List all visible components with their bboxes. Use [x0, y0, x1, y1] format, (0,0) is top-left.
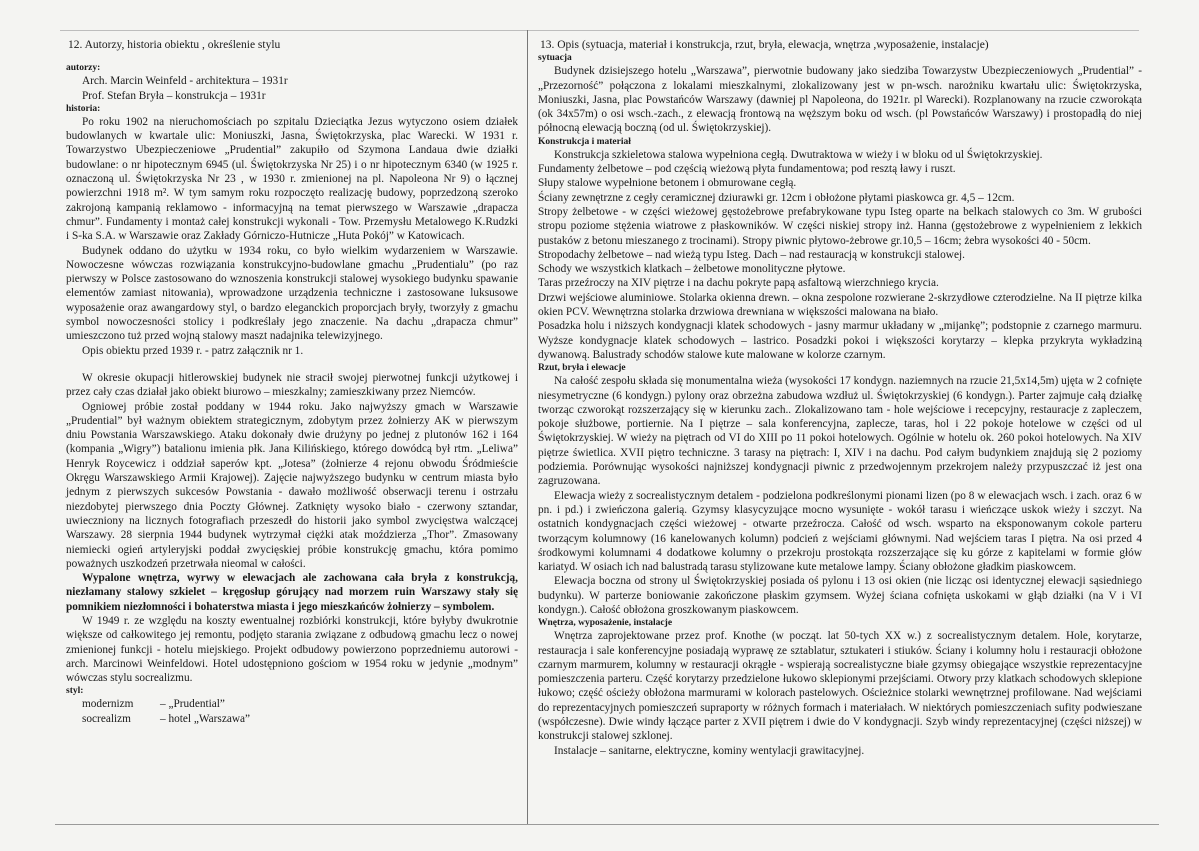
- installations-paragraph: Instalacje – sanitarne, elektryczne, kominy wentylacji grawitacyjnej.: [554, 744, 865, 757]
- construction-line: Ściany zewnętrzne z cegły ceramicznej dziurawki gr. 12cm i obłożone płytami piaskowca gr. 4,5 – 12cm.: [538, 191, 1015, 204]
- history-bold-paragraph: Wypalone wnętrza, wyrwy w elewacjach ale zachowana cała bryła z konstrukcją, niezłamany stalowy szkielet – kręgosłup górujący nad morzem ruin Warszawy stały się pomnikiem niezłomności i bohaterstwa miasta i jego mieszkańców żołnierzy – symbolem.: [66, 572, 518, 613]
- plan-paragraph: Na całość zespołu składa się monumentalna wieża (wysokości 17 kondygn. naziemnych na rzucie 21,5x14,5m) ujęta w 2 cofnięte niesymetryczne (6 kondygn.) pylony oraz obrzeżna zabudowa wzdłuż ul. Świętokrzyskiej (6 kondygn.). Parter zajmuje całą działkę tworząc czworokąt rozszerzający się w kierunku zach.. Zlokalizowano tam - hole wejściowe i recepcyjny, restauracje z zapleczem, pokoje służbowe, portiernie. Na I piętrze – sala konferencyjna, zaplecze, taras, hol i 22 pokoje hotelowe w części od ul Świętokrzyskiej. W wieży na piętrach od VI do XIII po 11 pokoi hotelowych. Ogólnie w hotelu ok. 260 pokoi hotelowych. Na XIV piętrze świetlica. XVII piętro techniczne. 3 tarasy na piętrach: I, XIV i na dachu. Pod całym budynkiem znajdują się 2 poziomy podziemia. Porównując wysokości najniższej kondygnacji piwnic z przedwojennym przekrojem należy przypuszczać iż jest ona zagruzowana.: [538, 375, 1142, 488]
- authors-label: autorzy:: [66, 63, 101, 74]
- history-paragraph: Po roku 1902 na nieruchomościach po szpitalu Dzieciątka Jezus wytyczono osiem działek budowlanych w kwartale ulic: Moniuszki, Jasna, Świętokrzyska, plac Warecki. W 1931 r. Towarzystwo Ubezpieczeniowe „Prudential” zakupiło od Szymona Landaua dwie działki budowlane: o nr hipotecznym 6945 (ul. Świętokrzyska Nr 25) i o nr hipotecznym 6340 (w 1925 r. oznaczoną ul. Świętokrzyska Nr 23 , w 1930 r. zmienionej na pl. Napoleona Nr 9) o łącznej powierzchni 1918 m². W tym samym roku rozpoczęto realizację budowy, poprzedzoną szeroko zakrojoną kampanią reklamowo - informacyjną na temat pierwszego w Warszawie „drapacza chmur”. Fundamenty i montaż całej konstrukcji wykonali - Tow. Przemysłu Metalowego K.Rudzki i S-ka S.A. w Warszawie oraz Zakłady Górniczo-Hutnicze „Huta Pokój” w Katowicach.: [66, 115, 518, 243]
- spacer: [66, 358, 518, 371]
- style-row: [82, 712, 518, 726]
- section-12-heading: 12. Autorzy, historia obiektu , określenie stylu: [68, 39, 281, 51]
- right-column: [538, 38, 1142, 758]
- style-name: modernizm: [82, 698, 134, 711]
- construction-line: Stropy żelbetowe - w części wieżowej gęstożebrowe prefabrykowane typu Isteg oparte na belkach stalowych co 3m. W grubości stropu poziome stężenia wiatrowe z płaskowników. W części niskiej stropy inż. Hanna (gęstożebrowe z wypełnieniem z lekkich pustaków z betonu mieszanego z trocinami). Stropy piwnic płytowo-żebrowe gr.10,5 – 16cm; żebra wysokości 40 - 50cm.: [538, 205, 1142, 247]
- side-elevation-paragraph: Elewacja boczna od strony ul Świętokrzyskiej posiada oś pylonu i 13 osi okien (nie licząc osi identycznej elewacji sąsiedniego budynku). W parterze boniowanie zakończone płaskim gzymsem. Wyżej ściana cofnięta uskokami w głąb działki (na V i VI kondygn.). Całość obłożona groszkowanym piaskowcem.: [538, 575, 1142, 616]
- style-description: – „Prudential”: [160, 698, 225, 711]
- construction-line: Słupy stalowe wypełnione betonem i obmurowane cegłą.: [538, 177, 797, 190]
- elevation-paragraph: Elewacja wieży z socrealistycznym detalem - podzielona podkreślonymi pionami lizen (po 8 w elewacjach wsch. i zach. oraz 6 w pn. i pd.) i zwieńczona galerią. Gzymsy klasycyzujące mocno wysunięte - wokół tarasu i wieńczące uskok wieży i szczyt. Na ostatnich kondygnacjach części wieżowej - otwarte przeźrocza. Całość od wsch. wsparto na eksponowanym cokole parteru tworzącym kolumnowy (16 kanelowanych kolumn) podcień z wejściami głównymi. Nad wejściem taras I piętra. Na osi przed 4 środkowymi kolumnami 4 dodatkowe kolumny o przekroju prostokąta rozszerzające się ku górze z kapitelami w formie głów kariatyd. W osiach ich nad balustradą tarasu stylizowane kute metalowe lampy. Ściany obłożone gładkim piaskowcem.: [538, 489, 1142, 574]
- construction-line: Stropodachy żelbetowe – nad wieżą typu Isteg. Dach – nad restauracją w konstrukcji stalowej.: [538, 248, 965, 261]
- interior-paragraph: Wnętrza zaprojektowane przez prof. Knothe (w począt. lat 50-tych XX w.) z socrealistycznym detalem. Hole, korytarze, restauracja i sale konferencyjne posiadają wyprawę ze sztablatur, sztukateri i stiuków. Ściany i kolumny holu i restauracji obłożone czarnym marmurem, kolumny w restauracji okrągłe - wspierają socrealistyczne białe gzymsy obiegające wszystkie reprezentacyjne pomieszczenia parteru. Część korytarzy przedzielone łukowo sklepionymi przejściami. Otwory przy klatkach schodowych sklepione łukowo; część ościeży obłożona marmurami w kolorach pastelowych. Ościeżnice stolarki wewnętrznej profilowane. Nad wejściami do reprezentacyjnych pomieszczeń supraporty w różnych formach i materiałach. W niektórych pomieszczeniach sufity podwieszane (współczesne). Dwie windy łączące parter z XVII piętrem i dwie do V kondygnacji. Szyb windy reprezentacyjnej (części niższej) w konstrukcji stalowej szklonej.: [538, 630, 1142, 743]
- construction-line: Drzwi wejściowe aluminiowe. Stolarka okienna drewn. – okna zespolone rozwierane 2-skrzydłowe czterodzielne. Na II piętrze kilka okien PCV. Wewnętrzna stolarka drzwiowa drewniana w większości malowana na biało.: [538, 291, 1142, 319]
- style-description: – hotel „Warszawa”: [160, 712, 251, 725]
- construction-line: Posadzka holu i niższych kondygnacji klatek schodowych - jasny marmur układany w „mijankę”; podstopnie z czarnego marmuru. Wyższe kondygnacje klatek schodowych – lastrico. Posadzki pokoi i większości korytarzy – klepka przykryta wykładziną dywanową. Balustrady schodów stalowe kute malowane w kolorze czarnym.: [538, 320, 1142, 361]
- style-row: [82, 697, 518, 711]
- history-paragraph: Opis obiektu przed 1939 r. - patrz załącznik nr 1.: [82, 344, 304, 357]
- situation-paragraph: Budynek dzisiejszego hotelu „Warszawa”, pierwotnie budowany jako siedziba Towarzystw Ubezpieczeniowych „Prudential” - „Przezorność” połączona z lokalami mieszkalnymi, zlokalizowany jest w pn-wsch. narożniku kwartału ulic: Świętokrzyska, Moniuszki, Jasna, plac Powstańców Warszawy (dawniej pl Napoleona, do 1921r. pl Warecki). Rozplanowany na rzucie czworokąta (ok 34x57m) o osi wsch.-zach., z elewacją frontową na węższym boku od wsch. (pl Powstańców Warszawy) i prostopadłą do niej północną elewacją boczną (od ul. Świętokrzyskiej).: [538, 65, 1142, 135]
- construction-line: Taras przeźroczy na XIV piętrze i na dachu pokryte papą asfaltową wierzchniego krycia.: [538, 277, 939, 290]
- top-rule: [60, 30, 1139, 31]
- construction-line: Fundamenty żelbetowe – pod częścią wieżową płyta fundamentowa; pod resztą ławy i ruszt.: [538, 163, 956, 176]
- construction-line: Konstrukcja szkieletowa stalowa wypełniona cegłą. Dwutraktowa w wieży i w bloku od ul Świętokrzyskiej.: [554, 148, 1043, 161]
- style-label: styl:: [66, 686, 84, 697]
- history-paragraph: Ogniowej próbie został poddany w 1944 roku. Jako najwyższy gmach w Warszawie „Prudential” był ważnym obiektem strategicznym, zdobytym przez żołnierzy AK w pierwszym dniu Powstania Warszawskiego. Ataku dokonały dwie drużyny po jednej z plutonów 162 i 164 (kompania „Wigry”) batalionu imienia płk. Jana Kilińskiego, którego dowódcą był rtm. „Leliwa” Henryk Roycewicz i oddział saperów kpt. „Jotesa” (żołnierze 4 rejonu obwodu Śródmieście Okręgu Warszawskiego Armii Krajowej). Zajęcie najwyższego budynku w centrum miasta było jednym z pierwszych sukcesów Powstania - dawało możliwość obserwacji terenu i ostrzału niezdobytej pierwszego dnia Poczty Głównej. Zatknięty wysoko biało - czerwony sztandar, uwieczniony na licznych fotografiach przeszedł do historii jako symbol zwycięstwa walczącej Warszawy. 28 sierpnia 1944 budynek wytrzymał ciężki atak moździerza „Thor”. Zmasowany niemiecki ogień artyleryjski poddał zwycięskiej próbie konstrukcję gmachu, która pomimo poważnych uszkodzeń przetrwała nieomal w całości.: [66, 400, 518, 570]
- left-column: [66, 38, 518, 726]
- column-divider: [527, 30, 528, 825]
- author-line: Arch. Marcin Weinfeld - architektura – 1931r: [82, 75, 288, 88]
- bottom-rule: [55, 824, 1159, 825]
- section-13-heading: 13. Opis (sytuacja, materiał i konstrukcja, rzut, bryła, elewacja, wnętrza ,wyposażenie, instalacje): [540, 39, 989, 51]
- construction-line: Schody we wszystkich klatkach – żelbetowe monolityczne płytowe.: [538, 263, 846, 276]
- author-line: Prof. Stefan Bryła – konstrukcja – 1931r: [82, 89, 266, 102]
- history-paragraph: W okresie okupacji hitlerowskiej budynek nie stracił swojej pierwotnej funkcji użytkowej i przez cały czas działał jako obiekt biurowo – mieszkalny; zamieszkiwany przez Niemców.: [66, 371, 518, 399]
- history-label: historia:: [66, 103, 101, 114]
- style-name: socrealizm: [82, 712, 131, 725]
- plan-label: Rzut, bryła i elewacje: [538, 363, 626, 374]
- interior-label: Wnętrza, wyposażenie, instalacje: [538, 618, 673, 629]
- history-paragraph: Budynek oddano do użytku w 1934 roku, co było wielkim wydarzeniem w Warszawie. Nowoczesne wówczas rozwiązania konstrukcyjno-budowlane gmachu „Prudentialu” (po raz pierwszy w Polsce zastosowano do wznoszenia konstrukcji stalowej wysokiego budynku spawanie elementów zamiast nitowania), wprowadzone urządzenia techniczne i zastosowane luksusowe wyposażenie oraz awangardowy styl, o bardzo eleganckich proporcjach bryły, tworzyły z gmachu symbol nowoczesności stolicy i podkreślały jego znaczenie. Na dachu „drapacza chmur” umieszczono tuż przed wojną stalowy maszt nadajnika telewizyjnego.: [66, 244, 518, 343]
- situation-label: sytuacja: [538, 53, 572, 64]
- construction-label: Konstrukcja i materiał: [538, 136, 631, 147]
- history-paragraph: W 1949 r. ze względu na koszty ewentualnej rozbiórki konstrukcji, które byłyby dwukrotnie większe od całkowitego jej remontu, podjęto starania związane z odbudową gmachu lecz o nowej zmienionej funkcji - hotelu miejskiego. Projekt odbudowy powierzono poprzedniemu autorowi - arch. Marcinowi Weinfeldowi. Hotel udostępniono gościom w 1954 roku w jedynie „modnym” wówczas stylu socrealizmu.: [66, 614, 518, 685]
